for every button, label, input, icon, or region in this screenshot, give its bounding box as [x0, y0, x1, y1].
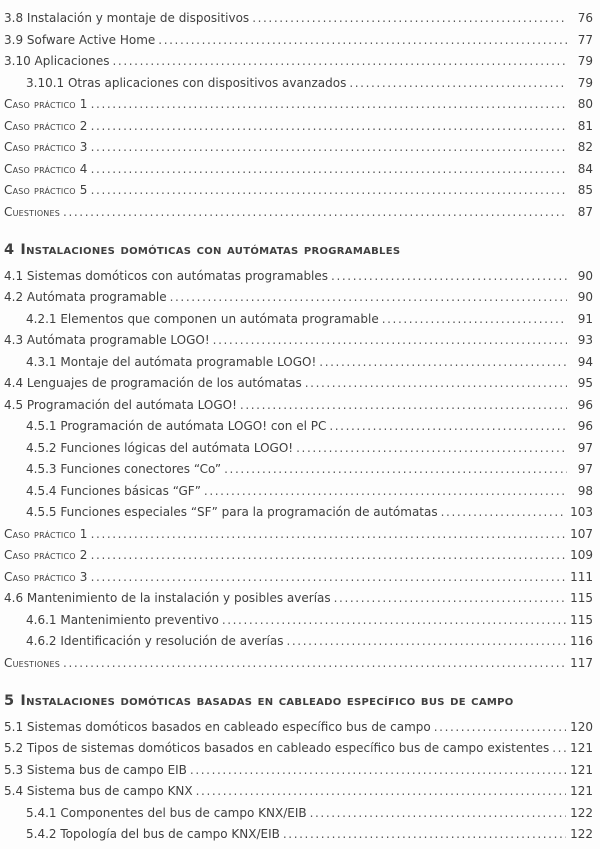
- toc-entry-label: 4.3 Autómata programable LOGO!: [4, 333, 210, 347]
- toc-entry[interactable]: [4, 373, 593, 395]
- dot-leader: [296, 438, 567, 460]
- toc-entry[interactable]: [4, 352, 593, 374]
- toc-entry-page: 90: [577, 268, 593, 283]
- toc-entry[interactable]: [4, 8, 593, 30]
- toc-entry-label: 5.4.1 Componentes del bus de campo KNX/EIB: [26, 805, 307, 820]
- toc-entry[interactable]: [4, 116, 593, 138]
- toc-entry-page: 122: [570, 827, 593, 841]
- dot-leader: [63, 653, 566, 675]
- toc-entry[interactable]: [4, 330, 593, 352]
- toc-entry-page: 96: [577, 419, 593, 433]
- toc-entry-label: 4.6.2 Identificación y resolución de averías: [26, 634, 284, 648]
- toc-entry[interactable]: [4, 137, 593, 159]
- toc-entry-label: Cuestiones: [4, 204, 61, 219]
- toc-entry-label: 4.5.1 Programación de autómata LOGO! con el PC: [26, 419, 327, 433]
- toc-entry-page: 121: [570, 762, 593, 777]
- dot-leader: [283, 824, 566, 846]
- toc-entry[interactable]: [4, 309, 593, 331]
- toc-entry-page: 84: [577, 161, 593, 176]
- toc-entry[interactable]: [4, 631, 593, 653]
- dot-leader: [91, 94, 567, 116]
- toc-entry-page: 97: [577, 440, 593, 455]
- dot-leader: [331, 266, 567, 288]
- toc-entry-label: 3.8 Instalación y montaje de dispositivos: [4, 11, 250, 25]
- dot-leader: [91, 116, 567, 138]
- toc-entry[interactable]: [4, 588, 593, 610]
- chapter-number: 4: [4, 242, 15, 258]
- toc-entry[interactable]: [4, 760, 593, 782]
- toc-entry[interactable]: [4, 438, 593, 460]
- dot-leader: [552, 738, 566, 760]
- toc-chapter-heading: [4, 240, 593, 262]
- toc-entry[interactable]: [4, 738, 593, 760]
- dot-leader: [91, 137, 567, 159]
- toc-entry[interactable]: [4, 803, 593, 825]
- toc-entry-page: 122: [570, 805, 593, 820]
- toc-entry[interactable]: [4, 30, 593, 52]
- dot-leader: [91, 545, 566, 567]
- dot-leader: [441, 502, 566, 524]
- toc-entry[interactable]: [4, 567, 593, 589]
- dot-leader: [204, 481, 567, 503]
- toc-entry[interactable]: [4, 202, 593, 224]
- toc-entry[interactable]: [4, 610, 593, 632]
- toc-entry-page: 76: [577, 11, 593, 25]
- chapter-title: Instalaciones domóticas con autómatas programables: [20, 242, 401, 258]
- dot-leader: [158, 30, 567, 52]
- toc-entry-page: 81: [577, 118, 593, 133]
- toc-entry[interactable]: [4, 94, 593, 116]
- dot-leader: [91, 524, 566, 546]
- toc-entry[interactable]: [4, 502, 593, 524]
- toc-entry[interactable]: [4, 73, 593, 95]
- dot-leader: [63, 202, 567, 224]
- toc-entry-page: 95: [577, 376, 593, 390]
- toc-entry-page: 90: [577, 290, 593, 304]
- toc-entry-page: 121: [570, 741, 593, 755]
- toc-entry-page: 111: [570, 569, 593, 584]
- dot-leader: [319, 352, 567, 374]
- toc-entry[interactable]: [4, 159, 593, 181]
- dot-leader: [91, 159, 567, 181]
- toc-entry-page: 79: [577, 75, 593, 90]
- toc-entry-label: Caso práctico 2: [4, 548, 88, 562]
- dot-leader: [434, 717, 566, 739]
- toc-entry[interactable]: [4, 180, 593, 202]
- dot-leader: [252, 8, 567, 30]
- toc-entry[interactable]: [4, 51, 593, 73]
- toc-entry-label: 5.3 Sistema bus de campo EIB: [4, 762, 187, 777]
- toc-entry-label: 4.4 Lenguajes de programación de los autómatas: [4, 376, 302, 390]
- dot-leader: [349, 73, 567, 95]
- toc-entry[interactable]: [4, 481, 593, 503]
- toc-entry[interactable]: [4, 781, 593, 803]
- toc-entry[interactable]: [4, 653, 593, 675]
- dot-leader: [222, 610, 566, 632]
- toc-entry-page: 116: [570, 634, 593, 648]
- toc-entry-label: 4.5.4 Funciones básicas “GF”: [26, 483, 201, 498]
- toc-entry[interactable]: [4, 395, 593, 417]
- toc-entry-page: 91: [577, 311, 593, 326]
- toc-entry-page: 107: [570, 526, 593, 541]
- toc-entry-label: 5.1 Sistemas domóticos basados en cableado específico bus de campo: [4, 719, 431, 734]
- toc-entry-page: 120: [570, 719, 593, 734]
- toc-entry-page: 103: [570, 505, 593, 519]
- toc-entry-label: Caso práctico 2: [4, 118, 88, 133]
- dot-leader: [240, 395, 567, 417]
- toc-entry-label: Caso práctico 1: [4, 97, 88, 111]
- toc-entry-page: 87: [577, 204, 593, 219]
- dot-leader: [334, 588, 566, 610]
- toc-entry-label: 4.2.1 Elementos que componen un autómata programable: [26, 311, 379, 326]
- chapter-number: 5: [4, 693, 15, 709]
- toc-entry-label: Caso práctico 3: [4, 140, 88, 154]
- toc-entry-page: 115: [570, 591, 593, 605]
- toc-entry-label: 4.3.1 Montaje del autómata programable LOGO!: [26, 354, 317, 369]
- dot-leader: [91, 567, 566, 589]
- chapter-title: Instalaciones domóticas basadas en cableado específico bus de campo: [20, 693, 514, 709]
- toc-entry[interactable]: [4, 459, 593, 481]
- dot-leader: [310, 803, 567, 825]
- dot-leader: [190, 760, 566, 782]
- toc-entry[interactable]: [4, 545, 593, 567]
- toc-entry[interactable]: [4, 824, 593, 846]
- toc-entry-label: 4.6 Mantenimiento de la instalación y posibles averías: [4, 591, 331, 605]
- toc-entry-page: 115: [570, 612, 593, 627]
- toc-entry-page: 77: [577, 32, 593, 47]
- toc-entry-label: 3.10 Aplicaciones: [4, 54, 110, 68]
- toc-entry-page: 85: [577, 183, 593, 197]
- toc-entry-label: Cuestiones: [4, 655, 61, 670]
- toc-entry[interactable]: [4, 717, 593, 739]
- table-of-contents: [4, 8, 593, 846]
- toc-entry-label: Caso práctico 5: [4, 183, 88, 197]
- dot-leader: [170, 287, 567, 309]
- toc-entry-page: 93: [577, 333, 593, 347]
- toc-entry-label: Caso práctico 4: [4, 161, 88, 176]
- dot-leader: [113, 51, 568, 73]
- toc-entry-label: 4.5 Programación del autómata LOGO!: [4, 397, 237, 412]
- dot-leader: [329, 416, 567, 438]
- toc-entry-label: 3.10.1 Otras aplicaciones con dispositivos avanzados: [26, 75, 347, 90]
- dot-leader: [196, 781, 566, 803]
- dot-leader: [382, 309, 567, 331]
- toc-entry-label: 4.1 Sistemas domóticos con autómatas programables: [4, 268, 329, 283]
- toc-entry-page: 80: [577, 97, 593, 111]
- toc-entry-page: 109: [570, 548, 593, 562]
- toc-entry-page: 97: [577, 462, 593, 476]
- toc-entry-page: 79: [577, 54, 593, 68]
- toc-entry-label: 4.5.2 Funciones lógicas del autómata LOGO!: [26, 440, 294, 455]
- toc-entry-label: 4.2 Autómata programable: [4, 290, 167, 304]
- toc-entry-page: 98: [577, 483, 593, 498]
- toc-entry-label: 5.4.2 Topología del bus de campo KNX/EIB: [26, 827, 280, 841]
- toc-entry-page: 121: [570, 784, 593, 798]
- dot-leader: [224, 459, 567, 481]
- toc-entry-label: 4.5.3 Funciones conectores “Co”: [26, 462, 222, 476]
- toc-entry-page: 94: [577, 354, 593, 369]
- dot-leader: [305, 373, 567, 395]
- dot-leader: [213, 330, 567, 352]
- toc-entry[interactable]: [4, 524, 593, 546]
- toc-entry-label: Caso práctico 1: [4, 526, 88, 541]
- toc-entry-label: 5.2 Tipos de sistemas domóticos basados en cableado específico bus de campo existentes: [4, 741, 550, 755]
- dot-leader: [91, 180, 567, 202]
- toc-entry[interactable]: [4, 266, 593, 288]
- toc-entry-label: Caso práctico 3: [4, 569, 88, 584]
- toc-entry-label: 3.9 Sofware Active Home: [4, 32, 156, 47]
- toc-entry-label: 5.4 Sistema bus de campo KNX: [4, 784, 193, 798]
- toc-entry-page: 82: [577, 140, 593, 154]
- dot-leader: [286, 631, 566, 653]
- toc-entry-page: 117: [570, 655, 593, 670]
- toc-chapter-heading: [4, 691, 593, 713]
- toc-entry-page: 96: [577, 397, 593, 412]
- toc-entry[interactable]: [4, 416, 593, 438]
- toc-entry[interactable]: [4, 287, 593, 309]
- toc-entry-label: 4.6.1 Mantenimiento preventivo: [26, 612, 219, 627]
- toc-entry-label: 4.5.5 Funciones especiales “SF” para la programación de autómatas: [26, 505, 438, 519]
